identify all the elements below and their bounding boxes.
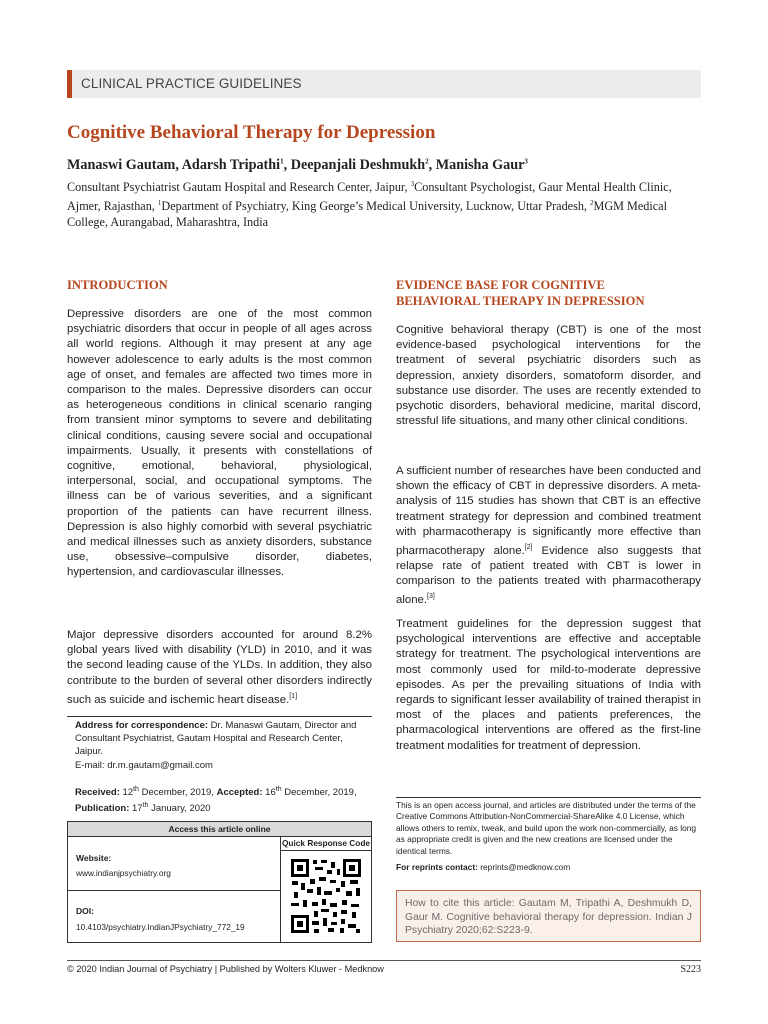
article-title: Cognitive Behavioral Therapy for Depression	[67, 122, 436, 143]
website-link[interactable]: www.indianjpsychiatry.org	[76, 868, 171, 878]
evidence-heading: EVIDENCE BASE FOR COGNITIVE BEHAVIORAL THERAPY IN DEPRESSION	[396, 278, 645, 308]
how-to-cite-box: How to cite this article: Gautam M, Tripathi A, Deshmukh D, Gaur M. Cognitive behavioral therapy for depression. Indian J Psychiatry 2020;62:S223-9.	[396, 890, 701, 942]
article-dates: Received: 12th December, 2019, Accepted: 16th December, 2019, Publication: 17th January, 2020	[75, 786, 357, 815]
doi-link[interactable]: 10.4103/psychiatry.IndianJPsychiatry_772_19	[76, 922, 245, 932]
qr-code-label: Quick Response Code	[281, 836, 371, 851]
doi-label: DOI:	[76, 906, 94, 916]
access-box-divider-horizontal	[68, 890, 280, 891]
evidence-paragraph-3: Treatment guidelines for the depression suggest that psychological interventions are effective and acceptable strategy for treatment. The psychological interventions are most commonly used for mild-to-moderate depressive episodes. As per the prevailing situations of India with regards to significant lesser availability of trained therapist in most of the places and patients preferences, the pharmacological interventions are offered as the first-line treatment modalities for treatment of depression.	[396, 618, 701, 752]
qr-code-icon	[290, 858, 362, 934]
evidence-paragraph-2: A sufficient number of researches have been conducted and shown the efficacy of CBT in depressive disorders. A meta-analysis of 115 studies has shown that CBT is an effective treatment strategy for depression and combined treatment with pharmacotherapy is significantly more effective than pharmacotherapy alone.[2] Evidence also suggests that relapse rate of patient treated with CBT is lower in comparison to the patients treated with pharmacotherapy alone.[3]	[396, 465, 701, 607]
page-number: S223	[680, 964, 701, 975]
evidence-paragraph-1: Cognitive behavioral therapy (CBT) is one of the most evidence-based psychological interventions for the treatment of several psychiatric disorders such as depression, anxiety disorders, somatoform disorder, and substance use disorder. The uses are recently extended to psychotic disorders, behavioral medicine, marital discord, stressful life situations, and many other clinical conditions.	[396, 324, 701, 428]
access-box-header: Access this article online	[68, 822, 371, 837]
citation-ref-1[interactable]: [1]	[289, 692, 298, 700]
author-list: Manaswi Gautam, Adarsh Tripathi$^1$, Deepanjali Deshmukh$^2$, Manisha Gaur$^3$	[67, 157, 528, 173]
introduction-paragraph-1: Depressive disorders are one of the most common psychiatric disorders that occur in people of all ages across all world regions. Although it may present at any age however adolescence to early adults is the most common age of onset, and females are affected two times more in comparison to the males. Depressive disorders can occur as heterogeneous conditions in clinical scenario ranging from transient minor symptoms to severe and debilitating clinical conditions, causing severe social and occupational impairments. Usually, it presents with constellations of cognitive, emotional, behavioral, physiological, interpersonal, social, and occupational symptoms. The illness can be of various severities, and a significant proportion of the patients can have recurrent illness. Depression is also highly comorbid with several psychiatric and medical illnesses such as anxiety disorders, substance use, obsessive–compulsive disorder, diabetes, hypertension, and cardiovascular illnesses.	[67, 308, 372, 579]
citation-ref-2[interactable]: [2]	[524, 544, 533, 552]
affiliations: Consultant Psychiatrist Gautam Hospital and Research Center, Jaipur, $^3$Consultant Psychologist, Gaur Mental Health Clinic, Ajmer, Rajasthan, $^1$Department of Psychiatry, King George’s Medical University, Lucknow, Uttar Pradesh, $^2$MGM Medical College, Aurangabad, Maharashtra, India	[67, 180, 672, 230]
reprints-email[interactable]: reprints@medknow.com	[477, 862, 571, 873]
footer-divider	[67, 960, 701, 961]
license-text: This is an open access journal, and articles are distributed under the terms of the Creative Commons Attribution-NonCommercial-ShareAlike 4.0 License, which allows others to remix, tweak, and build upon the work non-commercially, as long as appropriate credit is given and the new creations are licensed under the identical terms.	[396, 800, 697, 856]
citation-ref-3[interactable]: [3]	[427, 593, 435, 601]
introduction-heading: INTRODUCTION	[67, 278, 168, 292]
correspondence-address: Address for correspondence: Dr. Manaswi Gautam, Director and Consultant Psychiatrist, Gautam Hospital and Research Center, Jaipur. E-mail: dr.m.gautam@gmail.com	[75, 720, 357, 771]
footer-copyright: © 2020 Indian Journal of Psychiatry | Published by Wolters Kluwer - Medknow	[67, 964, 384, 974]
website-label: Website:	[76, 853, 112, 863]
access-box-divider-vertical	[280, 836, 281, 942]
section-tag	[67, 70, 701, 98]
section-tag-label: CLINICAL PRACTICE GUIDELINES	[81, 76, 302, 91]
reprints-contact: For reprints contact: reprints@medknow.com	[396, 862, 571, 873]
introduction-paragraph-2: Major depressive disorders accounted for around 8.2% global years lived with disability (YLD) in 2010, and it was the second leading cause of the YLDs. In addition, they also contribute to the burden of several other disorders indirectly such as suicide and ischemic heart disease.[1]	[67, 629, 372, 706]
access-online-box	[67, 821, 372, 943]
correspondence-block	[67, 716, 372, 815]
license-block	[396, 797, 701, 873]
correspondence-email[interactable]: dr.m.gautam@gmail.com	[107, 759, 213, 771]
